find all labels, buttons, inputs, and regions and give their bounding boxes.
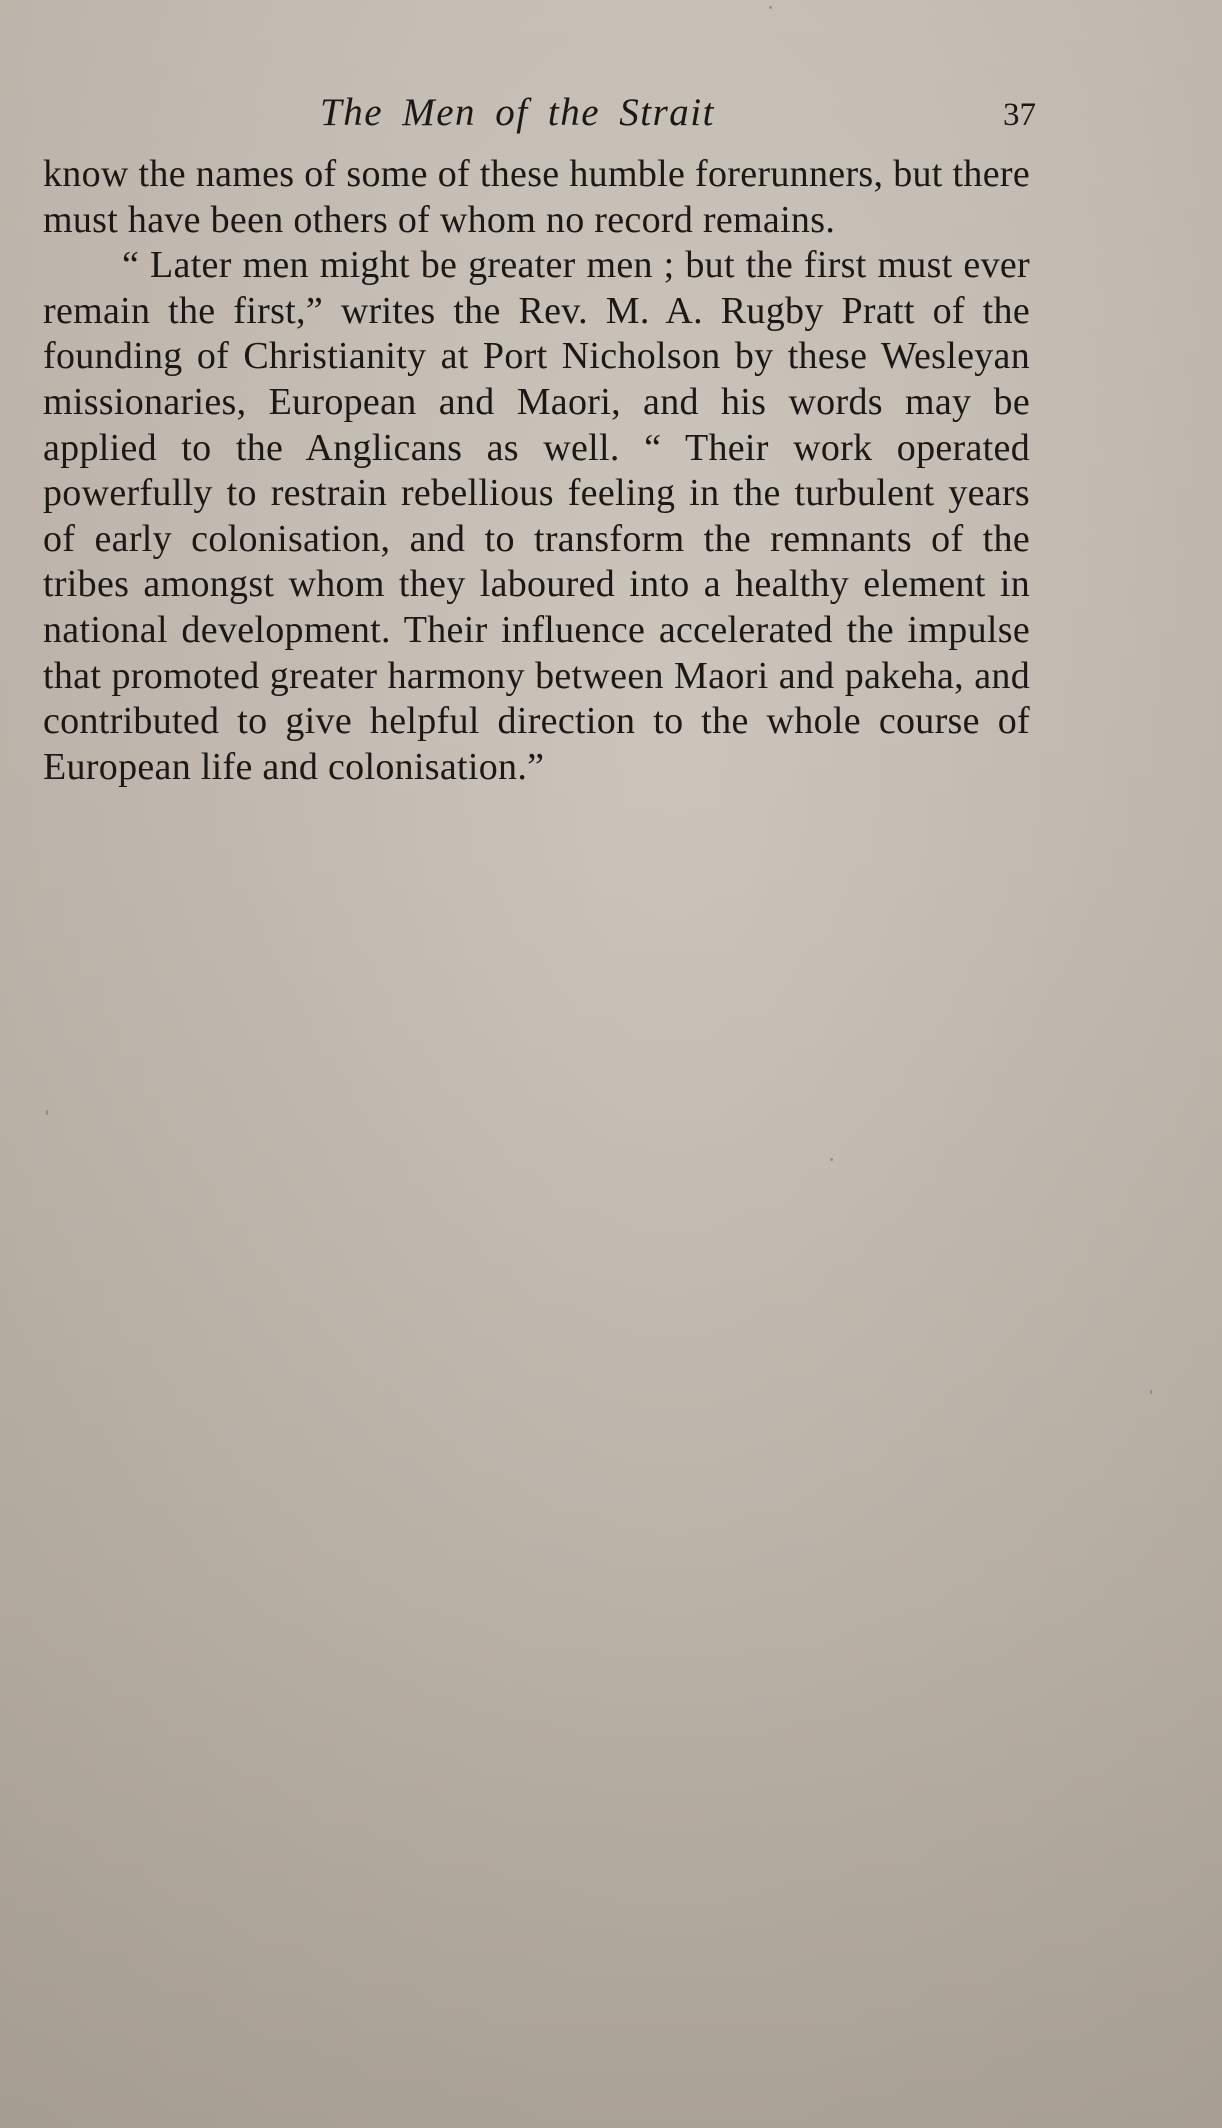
paper-speck [769, 6, 772, 9]
paragraph-quotation: “ Later men might be greater men ; but the first must ever remain the first,” writes the Rev. M. A. Rugby Pratt of the founding of Christianity at Port Nicholson by these Wesleyan missionaries, European and Maori, and his words may be applied to the Anglicans as well. “ Their work operated powerfully to restrain rebellious feeling in the turbulent years of early colonisation, and to transform the remnants of the tribes amongst whom they laboured into a healthy element in national development. Their influence accelerated the impulse that promoted greater harmony between Maori and pakeha, and contributed to give helpful direction to the whole course of European life and colonisation.” [43, 244, 1030, 788]
paper-speck [46, 1110, 48, 1115]
paper-speck [830, 1158, 833, 1161]
body-text [43, 152, 1030, 790]
page-number: 37 [1003, 97, 1036, 133]
paper-speck [1150, 1390, 1152, 1394]
running-head: The Men of the Strait [320, 91, 715, 134]
paragraph-continued: know the names of some of these humble forerunners, but there must have been others of whom no record remains. [43, 153, 1030, 241]
page-header [0, 88, 1222, 138]
